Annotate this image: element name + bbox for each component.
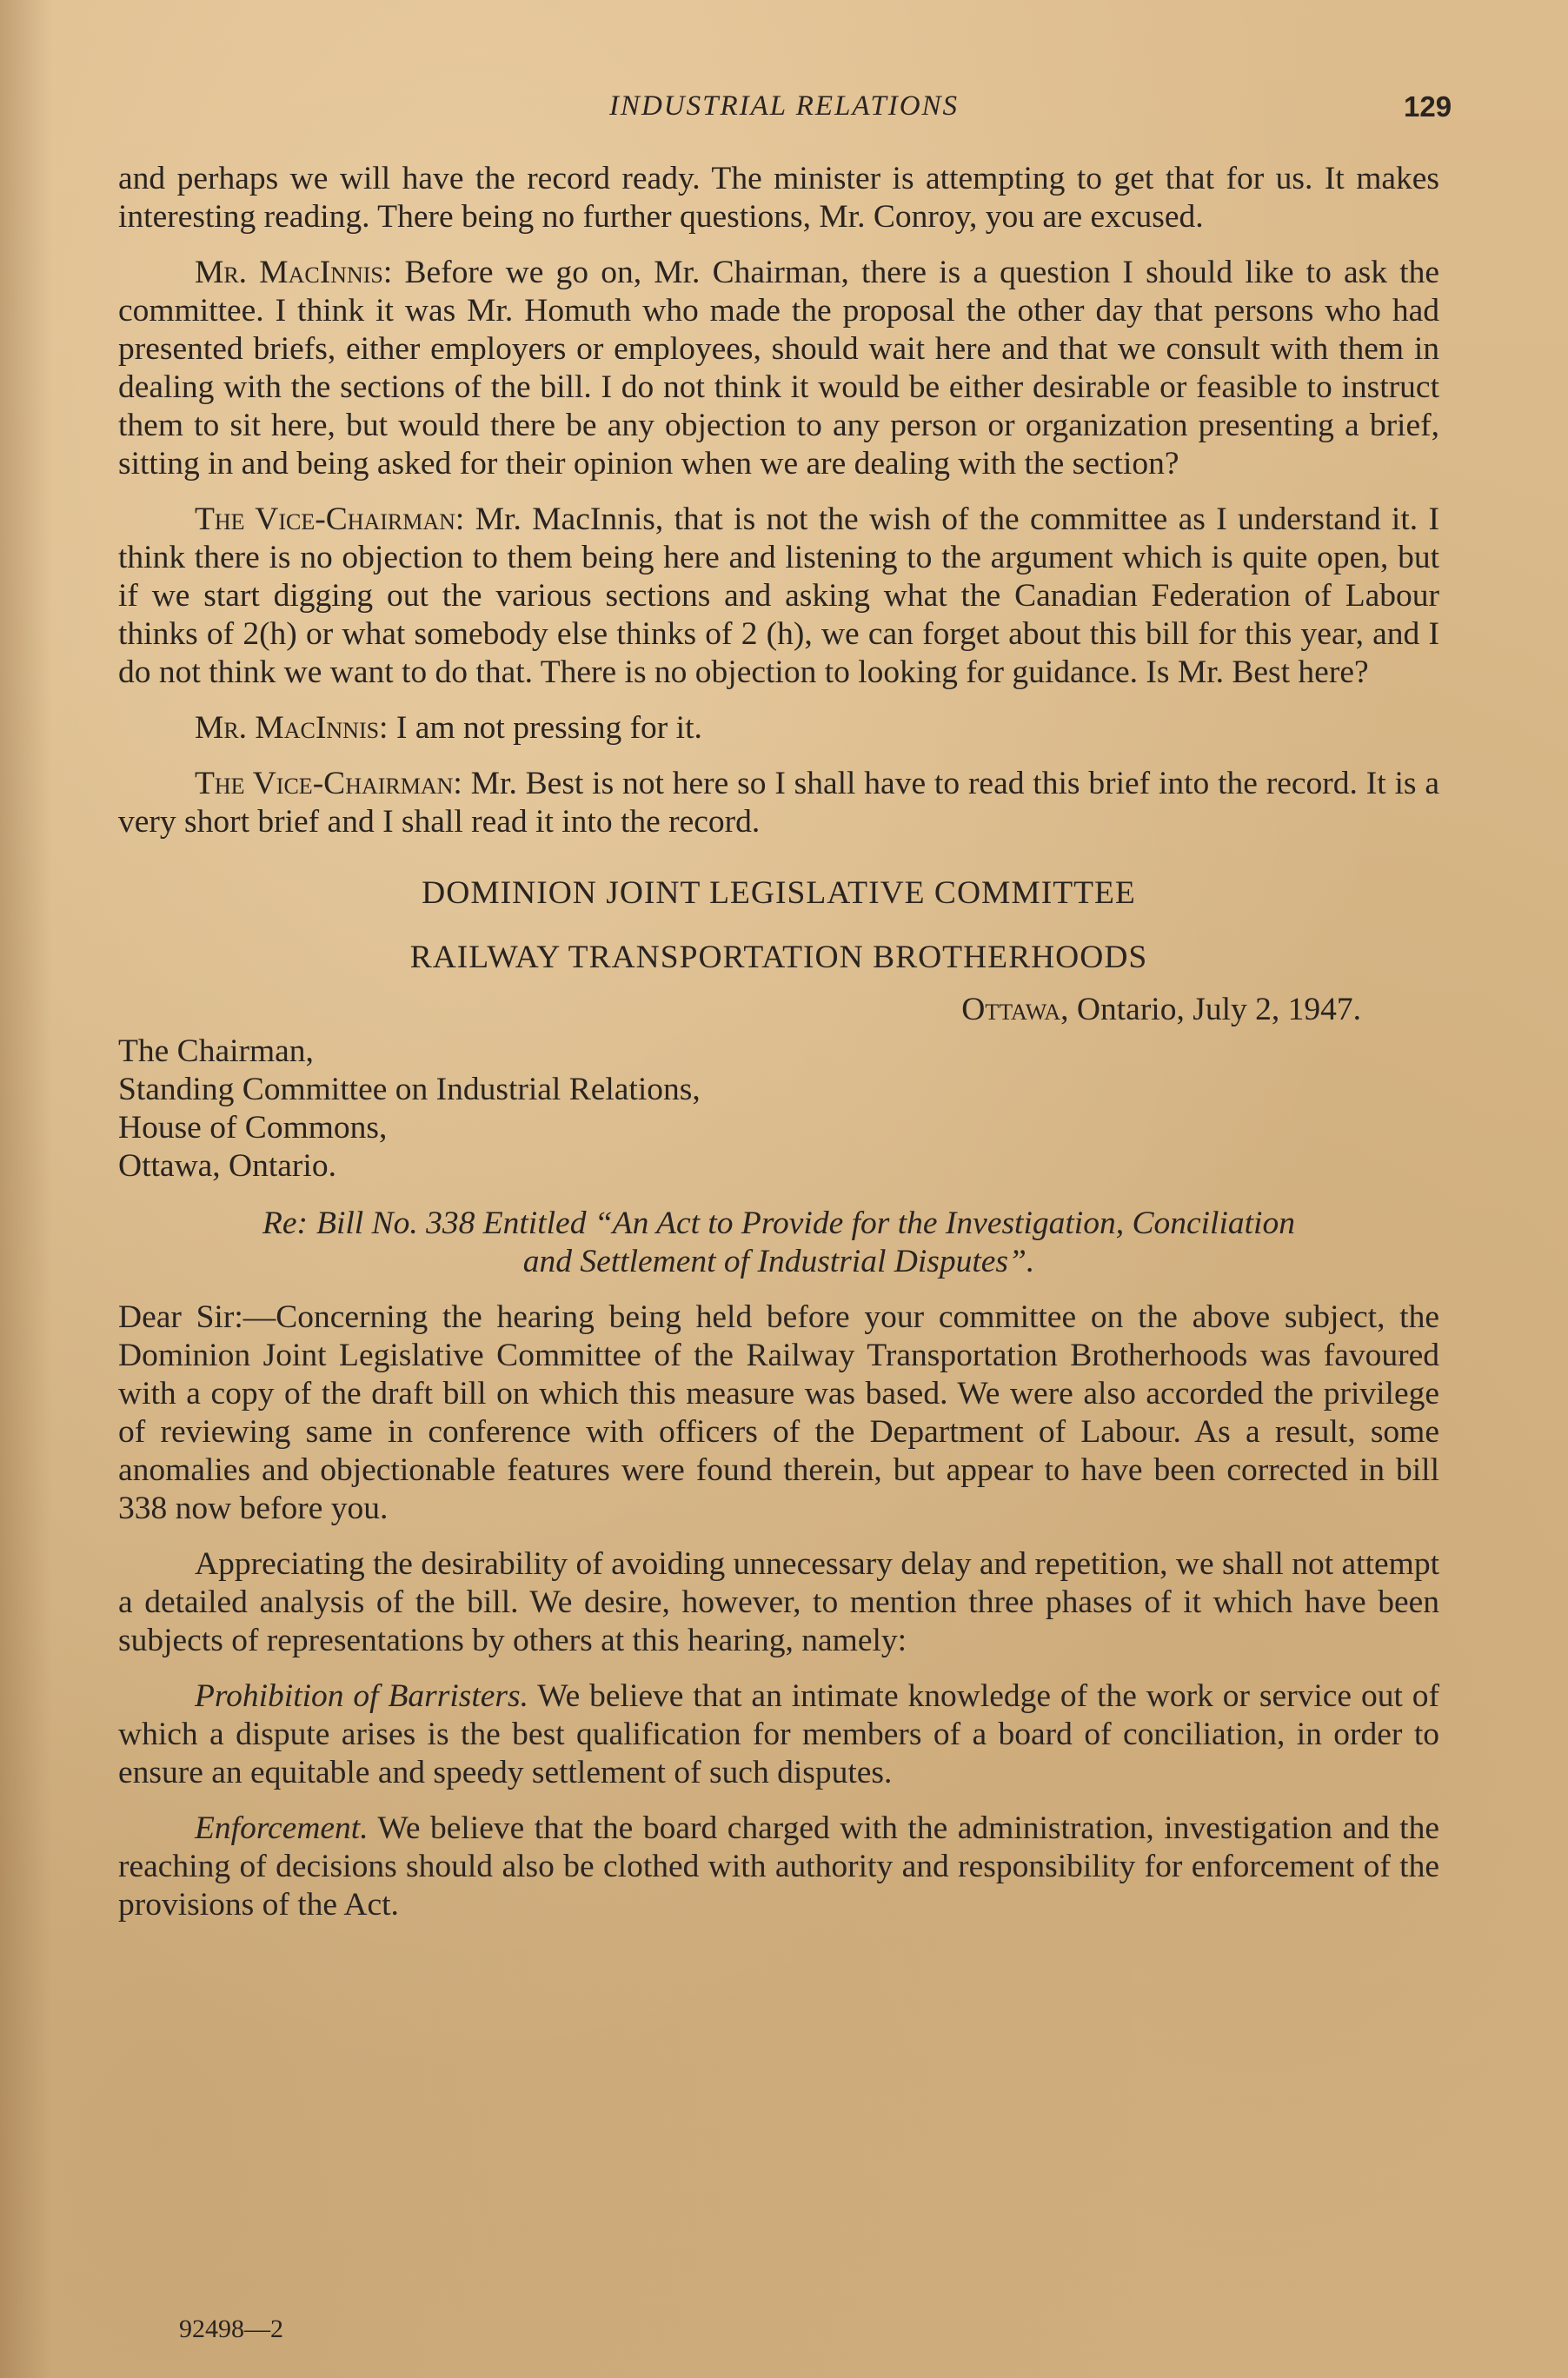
subject-label: Re: bbox=[262, 1206, 309, 1241]
letter-heading-brotherhoods: RAILWAY TRANSPORTATION BROTHERHOODS bbox=[409, 940, 1148, 975]
letter-address bbox=[118, 1033, 1439, 1186]
speaker-label: The Vice-Chairman: bbox=[195, 766, 462, 801]
address-line: The Chairman, bbox=[118, 1033, 314, 1069]
subject-line-1 bbox=[118, 1205, 1439, 1243]
letter-heading-committee: DOMINION JOINT LEGISLATIVE COMMITTEE bbox=[422, 875, 1136, 911]
page-number: 129 bbox=[1404, 90, 1452, 123]
dateline-date: Ontario, July 2, 1947. bbox=[1068, 992, 1361, 1027]
paragraph-1: and perhaps we will have the record ready. The minister is attempting to get that for us. It makes interesting reading. There being no further questions, Mr. Conroy, you are excused. bbox=[118, 161, 1439, 235]
section-text-enforcement: We believe that the board charged with the administration, investigation and the reaching of decisions should also be clothed with authority and responsibility for enforcement of the provisions of the Act. bbox=[118, 1810, 1439, 1923]
running-title: INDUSTRIAL RELATIONS bbox=[608, 90, 960, 122]
paragraph-3 bbox=[118, 501, 1439, 692]
speaker-label: The Vice-Chairman: bbox=[195, 502, 465, 537]
paragraph-5 bbox=[118, 765, 1439, 841]
page-edge-shadow bbox=[0, 0, 52, 2378]
letter-paragraph-enforcement bbox=[118, 1810, 1439, 1924]
section-heading-barristers: Prohibition of Barristers. bbox=[195, 1678, 528, 1714]
letter-dateline bbox=[118, 991, 1361, 1029]
running-header bbox=[0, 87, 1568, 130]
section-heading-enforcement: Enforcement. bbox=[195, 1810, 369, 1846]
letter-paragraph-1: Dear Sir:—Concerning the hearing being held before your committee on the above subject, the Dominion Joint Legislative Committee of the Railway Transportation Brotherhoods was favoured with a copy of the draft bill on which this measure was based. We were also accorded the privilege of reviewing same in conference with officers of the Department of Labour. As a result, some anomalies and objectionable features were found therein, but appear to have been corrected in bill 338 now before you. bbox=[118, 1299, 1439, 1526]
address-line: House of Commons, bbox=[118, 1110, 388, 1146]
printer-code: 92498—2 bbox=[179, 2315, 283, 2343]
dateline-city: Ottawa, bbox=[961, 992, 1069, 1027]
letter-subject bbox=[118, 1205, 1439, 1281]
speaker-label: Mr. MacInnis: bbox=[195, 255, 393, 290]
document-body bbox=[118, 160, 1439, 1942]
speech-text: Mr. MacInnis, that is not the wish of the committee as I understand it. I think there is no objection to them being here and listening to the argument which is quite open, but if we start digging out the various sections and asking what the Canadian Federation of Labour thinks of 2(h) or what somebody else thinks of 2 (h), we can forget about this bill for this year, and I do not think we want to do that. There is no objection to looking for guidance. Is Mr. Best here? bbox=[118, 502, 1439, 690]
address-line: Ottawa, Ontario. bbox=[118, 1148, 336, 1184]
paragraph-2 bbox=[118, 254, 1439, 483]
speech-text: I am not pressing for it. bbox=[388, 710, 702, 746]
letter-paragraph-2: Appreciating the desirability of avoiding unnecessary delay and repetition, we shall not attempt a detailed analysis of the bill. We desire, however, to mention three phases of it which have been subjects of representations by others at this hearing, namely: bbox=[118, 1546, 1439, 1658]
subject-text-2: and Settlement of Industrial Disputes”. bbox=[522, 1244, 1035, 1279]
paragraph-4 bbox=[118, 709, 1439, 747]
subject-text-1: Bill No. 338 Entitled “An Act to Provide for the Investigation, Conciliation bbox=[316, 1206, 1295, 1241]
speech-text: Mr. Best is not here so I shall have to read this brief into the record. It is a very short brief and I shall read it into the record. bbox=[118, 766, 1439, 840]
speaker-label: Mr. MacInnis: bbox=[195, 710, 389, 746]
speech-text: Before we go on, Mr. Chairman, there is a question I should like to ask the committee. I think it was Mr. Homuth who made the proposal the other day that persons who had presented briefs, either employers or employees, should wait here and that we consult with them in dealing with the sections of the bill. I do not think it would be either desirable or feasible to instruct them to sit here, but would there be any objection to any person or organization presenting a brief, sitting in and being asked for their opinion when we are dealing with the section? bbox=[118, 255, 1439, 482]
letter-paragraph-barristers bbox=[118, 1677, 1439, 1792]
section-text-barristers: We believe that an intimate knowledge of the work or service out of which a dispute arises is the best qualification for members of a board of conciliation, in order to ensure an equitable and speedy settlement of such disputes. bbox=[118, 1678, 1440, 1790]
address-line: Standing Committee on Industrial Relations, bbox=[118, 1072, 701, 1107]
